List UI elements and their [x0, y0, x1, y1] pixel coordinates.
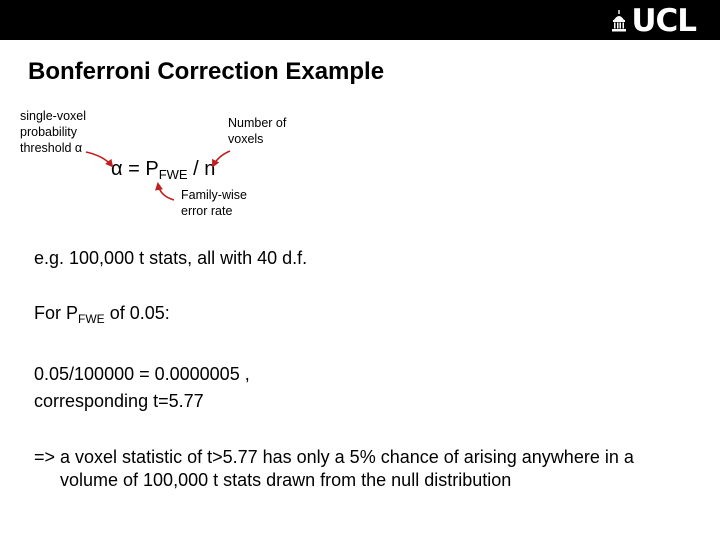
- corresponding-line: corresponding t=5.77: [34, 391, 204, 411]
- ucl-wordmark: UCL: [631, 3, 696, 39]
- alpha-annotation: single-voxel probability threshold α: [20, 109, 87, 155]
- for-subscript: FWE: [78, 312, 105, 326]
- for-suffix: of 0.05:: [104, 303, 170, 323]
- formula-lhs: α = P: [111, 158, 159, 180]
- bonferroni-formula: [111, 158, 215, 182]
- for-prefix: For P: [34, 303, 79, 323]
- calc-line: 0.05/100000 = 0.0000005 ,: [34, 364, 250, 384]
- conclusion-text: => a voxel statistic of t>5.77 has only a 5% chance of arising anywhere in a volume of 100,000 t stats drawn from the null distribution: [34, 447, 634, 490]
- voxels-annotation: Number of voxels: [228, 116, 287, 146]
- arrow-fwe: [158, 184, 174, 200]
- slide-title: Bonferroni Correction Example: [28, 58, 385, 85]
- fwe-annotation: Family-wise error rate: [181, 188, 247, 218]
- formula-subscript: FWE: [158, 167, 188, 182]
- for-pfwe-line: [34, 301, 170, 331]
- portico-dome-icon: [611, 10, 627, 32]
- ucl-logo: [611, 3, 696, 39]
- example-line: e.g. 100,000 t stats, all with 40 d.f.: [34, 248, 308, 268]
- formula-rhs: / n: [187, 158, 216, 180]
- arrow-voxels: [213, 151, 230, 166]
- header-bar: [0, 0, 720, 40]
